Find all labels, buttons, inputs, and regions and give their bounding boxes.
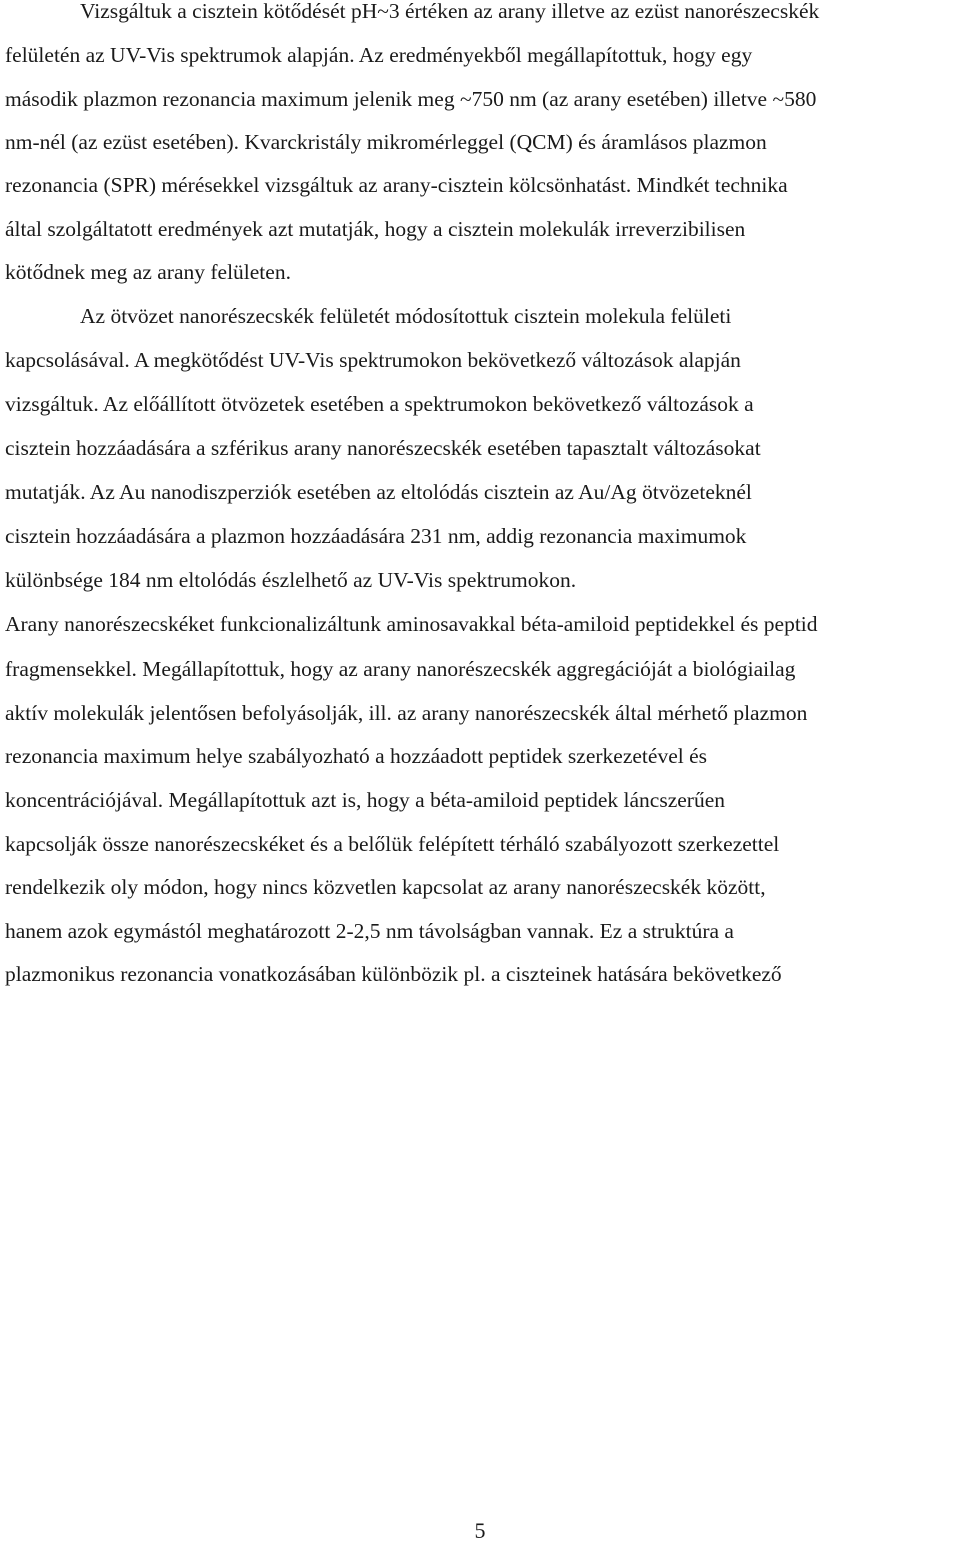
text-line: kapcsolásával. A megkötődést UV-Vis spektrumokon bekövetkező változások alapján xyxy=(5,348,741,372)
text-line: Arany nanorészecskéket funkcionalizáltunk aminosavakkal béta-amiloid peptidekkel és peptid xyxy=(5,612,818,636)
text-line: cisztein hozzáadására a szférikus arany nanorészecskék esetében tapasztalt változásokat xyxy=(5,436,761,460)
text-line: hanem azok egymástól meghatározott 2-2,5 nm távolságban vannak. Ez a struktúra a xyxy=(5,919,734,943)
text-line: rezonancia (SPR) mérésekkel vizsgáltuk az arany-cisztein kölcsönhatást. Mindkét technika xyxy=(5,173,788,197)
text-line: Az ötvözet nanorészecskék felületét módosítottuk cisztein molekula felületi xyxy=(80,304,732,328)
text-line: különbsége 184 nm eltolódás észlelhető az UV-Vis spektrumokon. xyxy=(5,568,577,592)
text-line: második plazmon rezonancia maximum jelenik meg ~750 nm (az arany esetében) illetve ~580 xyxy=(5,87,817,111)
text-line: rezonancia maximum helye szabályozható a hozzáadott peptidek szerkezetével és xyxy=(5,744,707,768)
text-line: által szolgáltatott eredmények azt mutatják, hogy a cisztein molekulák irreverzibilisen xyxy=(5,217,746,241)
text-line: felületén az UV-Vis spektrumok alapján. Az eredményekből megállapítottuk, hogy egy xyxy=(5,43,753,67)
text-line: fragmensekkel. Megállapítottuk, hogy az arany nanorészecskék aggregációját a biológiailag xyxy=(5,657,796,681)
page-number: 5 xyxy=(474,1518,486,1543)
text-line: kapcsolják össze nanorészecskéket és a belőlük felépített térháló szabályozott szerkezettel xyxy=(5,832,780,856)
text-line: cisztein hozzáadására a plazmon hozzáadására 231 nm, addig rezonancia maximumok xyxy=(5,524,747,548)
text-line: kötődnek meg az arany felületen. xyxy=(5,260,291,284)
text-line: plazmonikus rezonancia vonatkozásában különbözik pl. a ciszteinek hatására bekövetkező xyxy=(5,962,782,986)
text-line: nm-nél (az ezüst esetében). Kvarckristály mikromérleggel (QCM) és áramlásos plazmon xyxy=(5,130,767,154)
text-line: koncentrációjával. Megállapítottuk azt is, hogy a béta-amiloid peptidek láncszerűen xyxy=(5,788,725,812)
text-line: rendelkezik oly módon, hogy nincs közvetlen kapcsolat az arany nanorészecskék között, xyxy=(5,875,766,899)
text-line: aktív molekulák jelentősen befolyásolják, ill. az arany nanorészecskék által mérhető plazmon xyxy=(5,701,808,725)
text-line: mutatják. Az Au nanodiszperziók esetében az eltolódás cisztein az Au/Ag ötvözeteknél xyxy=(5,480,752,504)
text-line: vizsgáltuk. Az előállított ötvözetek esetében a spektrumokon bekövetkező változások a xyxy=(5,392,754,416)
text-line: Vizsgáltuk a cisztein kötődését pH~3 értéken az arany illetve az ezüst nanorészecskék xyxy=(80,0,820,23)
